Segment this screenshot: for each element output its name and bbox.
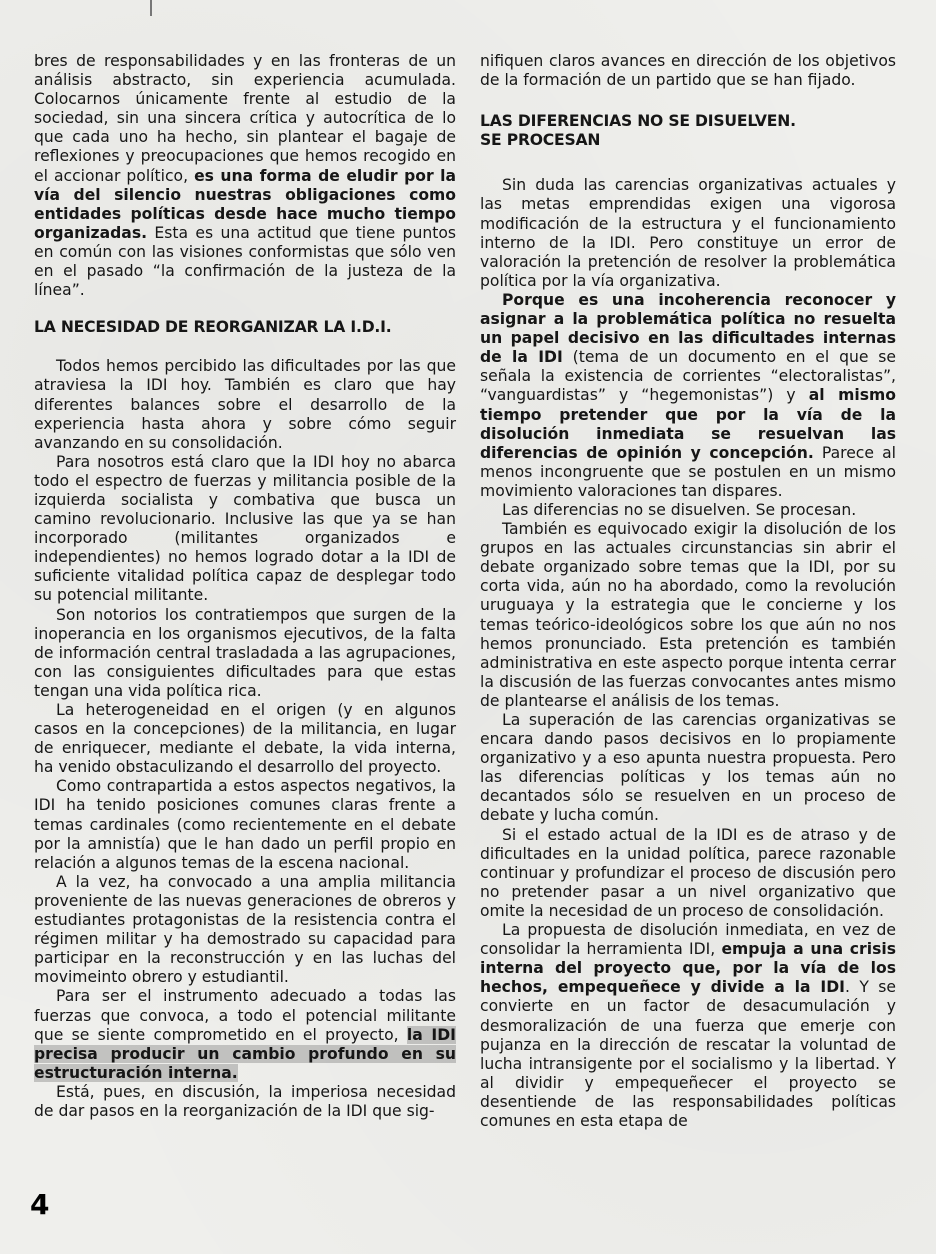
paragraph: La heterogeneidad en el origen (y en algunos casos en la concepciones) de la militancia, en lugar de enriquecer, mediante el debate, la vida interna, ha venido obstaculizando el desarrollo del proyecto. xyxy=(34,701,456,777)
paragraph: Si el estado actual de la IDI es de atraso y de dificultades en la unidad política, parece razonable continuar y profundizar el proceso de discusión pero no pretender pasar a un nivel organizativo que omite la necesidad de un proceso de consolidación. xyxy=(480,825,896,920)
paragraph: A la vez, ha convocado a una amplia militancia proveniente de las nuevas generaciones de obreros y estudiantes protagonistas de la resistencia contra el régimen militar y ha demostrado su capacidad para participar en la reconstrucción y en las luchas del movimeinto obrero y estudiantil. xyxy=(34,872,456,987)
bold-emphasis: Porque es una incoherencia reconocer y asignar a la problemática política no resuelta un papel decisivo en las dificultades internas de la IDI xyxy=(480,290,896,367)
paragraph: Son notorios los contratiempos que surgen de la inoperancia en los organismos ejecutivos, de la falta de información central trasladada a las agrupaciones, con las consiguientes dificultades para que estas tengan una vida política rica. xyxy=(34,605,456,700)
scan-mark xyxy=(150,0,152,16)
bold-emphasis: empuja a una crisis interna del proyecto que, por la vía de los hechos, empequeñece y divide a la IDI xyxy=(480,940,896,997)
paragraph-continuation: bres de responsabilidades y en las fronteras de un análisis abstracto, sin experiencia acumulada. Colocarnos únicamente frente al estudio de la sociedad, sin una sincera crítica y autocrítica de lo que cada uno ha hecho, sin plantear el bagaje de reflexiones y preocupaciones que hemos recogido en el accionar político, es una forma de eludir por la vía del silencio nuestras obligaciones como entidades políticas desde hace mucho tiempo organizadas. Esta es una actitud que tiene puntos en común con las visiones conformistas que sólo ven en el pasado “la confirmación de la justeza de la línea”. xyxy=(34,52,456,300)
page-number: 4 xyxy=(30,1188,50,1221)
paragraph: Como contrapartida a estos aspectos negativos, la IDI ha tenido posiciones comunes claras frente a temas cardinales (como recientemente en el debate por la amnistía) que le han dado un perfil propio en relación a algunos temas de la escena nacional. xyxy=(34,777,456,872)
paragraph: Está, pues, en discusión, la imperiosa necesidad de dar pasos en la reorganización de la IDI que sig- xyxy=(34,1082,456,1120)
bold-emphasis: la IDI precisa producir un cambio profundo en su estructuración interna. xyxy=(34,1025,456,1082)
right-column xyxy=(480,52,896,1131)
section-heading-diferencias: LAS DIFERENCIAS NO SE DISUELVEN. SE PROCESAN xyxy=(480,112,796,150)
paragraph: La propuesta de disolución inmediata, en vez de consolidar la herramienta IDI, empuja a una crisis interna del proyecto que, por la vía de los hechos, empequeñece y divide a la IDI. Y se convierte en un factor de desacumulación y desmoralización de una fuerza que emerje con pujanza en la dirección de rescatar la voluntad de lucha intransigente por el socialismo y la libertad. Y al dividir y empequeñecer el proyecto se desentiende de las responsabilidades políticas comunes en esta etapa de xyxy=(480,921,896,1130)
left-column xyxy=(34,52,456,1121)
section-heading-reorganizar: LA NECESIDAD DE REORGANIZAR LA I.D.I. xyxy=(34,318,392,337)
paragraph: Porque es una incoherencia reconocer y asignar a la problemática política no resuelta un papel decisivo en las dificultades internas de la IDI (tema de un documento en el que se señala la existencia de corrientes “electoralistas”, “vanguardistas” y “hegemonistas”) y al mismo tiempo pretender que por la vía de la disolución inmediata se resuelvan las diferencias de opinión y concepción. Parece al menos incongruente que se postulen en un mismo movimiento valoraciones tan dispares. xyxy=(480,290,896,500)
bold-emphasis: es una forma de eludir por la vía del silencio nuestras obligaciones como entidades políticas desde hace mucho tiempo organizadas. xyxy=(34,166,456,242)
paragraph: Para nosotros está claro que la IDI hoy no abarca todo el espectro de fuerzas y militancia posible de la izquierda socialista y combativa que busca un camino revolucionario. Inclusive las que ya se han incorporado (militantes organizados e independientes) no hemos logrado dotar a la IDI de suficiente vitalidad política capaz de desplegar todo su potencial militante. xyxy=(34,452,456,605)
paragraph: Las diferencias no se disuelven. Se procesan. xyxy=(502,500,857,519)
paragraph: Sin duda las carencias organizativas actuales y las metas emprendidas exigen una vigorosa modificación de la estructura y el funcionamiento interno de la IDI. Pero constituye un error de valoración la pretención de resolver la problemática política por la vía organizativa. xyxy=(480,176,896,290)
paragraph: Todos hemos percibido las dificultades por las que atraviesa la IDI hoy. También es claro que hay diferentes balances sobre el desarrollo de la experiencia hasta ahora y sobre cómo seguir avanzando en su consolidación. xyxy=(34,357,456,452)
paragraph-continuation: nifiquen claros avances en dirección de los objetivos de la formación de un partido que se han fijado. xyxy=(480,52,896,90)
paragraph-highlighted: Para ser el instrumento adecuado a todas las fuerzas que convoca, a todo el potencial militante que se siente comprometido en el proyecto, la IDI precisa producir un cambio profundo en su estructuración interna. xyxy=(34,987,456,1082)
paragraph: También es equivocado exigir la disolución de los grupos en las actuales circunstancias sin abrir el debate organizado sobre temas que la IDI, por su corta vida, aún no ha abordado, como la revolución uruguaya y la estrategia que le concierne y los temas teórico-ideológicos sobre los que aún no nos hemos pronunciado. Esta pretención es también administrativa en este aspecto porque intenta cerrar la discusión de las fuerzas convocantes antes mismo de plantearse el análisis de los temas. xyxy=(480,520,896,710)
bold-emphasis: al mismo tiempo pretender que por la vía de la disolución inmediata se resuelvan las diferencias de opinión y concepción. xyxy=(480,386,896,462)
paragraph: La superación de las carencias organizativas se encara dando pasos decisivos en lo propiamente organizativo y a eso apunta nuestra propuesta. Pero las diferencias políticas y los temas aún no decantados sólo se resuelven en un proceso de debate y lucha común. xyxy=(480,711,896,825)
